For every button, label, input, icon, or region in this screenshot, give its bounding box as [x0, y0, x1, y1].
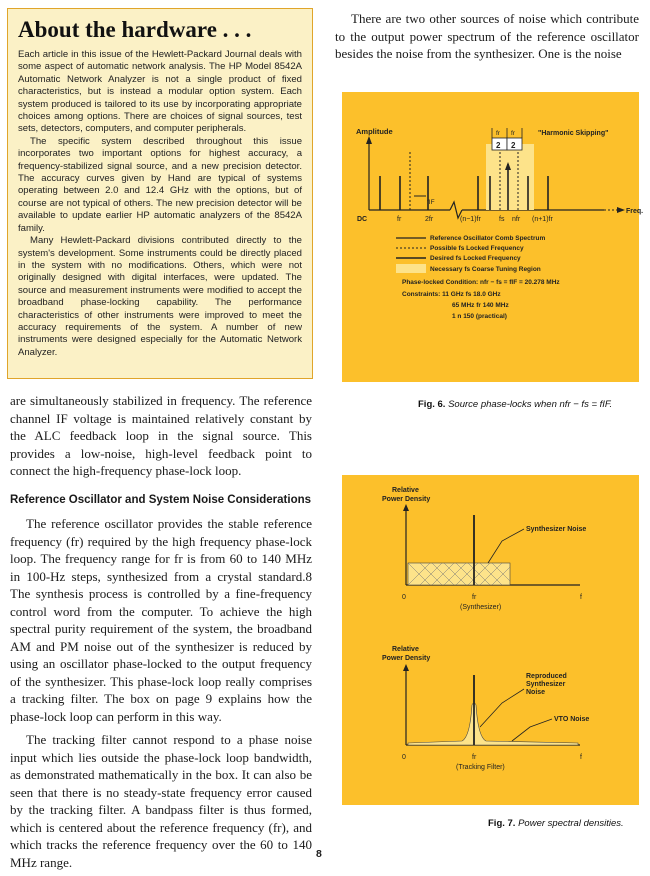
body-paragraph: The tracking filter cannot respond to a phase noise input which lies outside the phase-lock loop bandwidth, as demonstrated mathematically in the box. It can also be seen that there is no steady-state frequency error caused by the tracking filter. A bandpass filter is thus formed, which is centered about the reference frequency (fr), and which tracks the reference frequency over the 60 to 140 MHz range.: [10, 732, 312, 870]
sub-label: (Synthesizer): [460, 604, 502, 611]
figure-7-caption: [488, 818, 624, 829]
reproduced-label: Reproduced: [526, 673, 567, 680]
x-label: fs: [499, 216, 505, 223]
fif-label: fIF: [427, 199, 435, 206]
coarse-tuning-region: [486, 144, 534, 210]
y-label: Power Density: [382, 655, 431, 662]
about-hardware-box: [7, 8, 313, 379]
x-label: fr: [397, 216, 402, 223]
legend-item: Possible fs Locked Frequency: [430, 245, 524, 252]
caption-text: Power spectral densities.: [518, 818, 624, 829]
y-label: Relative: [392, 646, 419, 653]
caption-text: Source phase-locks when nfr − fs = fIF.: [448, 399, 613, 410]
right-top-text-block: [335, 10, 639, 63]
figure-6: [342, 92, 644, 382]
caption-label: Fig. 7.: [488, 818, 516, 829]
f-label: f: [580, 594, 582, 601]
x-label: nfr: [512, 216, 521, 223]
vto-noise-label: VTO Noise: [554, 716, 590, 723]
filtered-noise: [408, 703, 578, 745]
reproduced-label: Synthesizer: [526, 681, 566, 688]
box-label-fr: fr: [496, 130, 500, 137]
legend-item: Reference Oscillator Comb Spectrum: [430, 235, 546, 242]
constraint-line: Constraints: 11 GHz fs 18.0 GHz: [402, 291, 501, 298]
y-label: Power Density: [382, 496, 431, 503]
box-label-fr: fr: [511, 130, 515, 137]
legend-item: Necessary fs Coarse Tuning Region: [430, 266, 541, 273]
page-number: 8: [316, 848, 322, 860]
x-label: (n+1)fr: [532, 216, 553, 223]
constraint-line: 1 n 150 (practical): [452, 313, 507, 320]
sub-label: (Tracking Filter): [456, 764, 505, 771]
caption-label: Fig. 6.: [418, 399, 446, 410]
box-label-2: 2: [511, 141, 516, 150]
fr-label: fr: [472, 594, 477, 601]
figure-7: [342, 475, 639, 805]
box-label-2: 2: [496, 141, 501, 150]
x-label-dc: DC: [357, 216, 368, 223]
harmonic-skipping-label: "Harmonic Skipping": [538, 130, 609, 137]
sidebar-paragraph: The specific system described throughout this issue incorporates two important options for highest accuracy, a frequency-stabilized signal source, and a new precision detector. The accuracy curves given by Hand are typical of systems operating between 2.0 and 12.4 GHz with the options, but of course are not typical of others. The new precision detector will be available to update earlier HP automatic analyzers of the 8542A family.: [18, 135, 302, 234]
sidebar-paragraph: Many Hewlett-Packard divisions contributed directly to the system's development. Some instruments could be directly placed in the system with no modifications. Others, which were not originally designed with digital interfaces, were updated. The source and measurement instruments were modified to accept the broadband phase-locking capability. The performance characteristics of other instruments were improved to meet the accuracy requirements of the system. A number of new instruments were designed especially for the Automatic Network Analyzer.: [18, 235, 302, 358]
amplitude-label: Amplitude: [356, 127, 393, 136]
f-label: f: [580, 754, 582, 761]
fr-label: fr: [472, 754, 477, 761]
continuation-paragraph: are simultaneously stabilized in frequency. The reference channel IF voltage is maintained relatively constant by the ALC feedback loop in the signal source. This provides a low-noise, high-level feedback point to connect the high-frequency phase-lock loop.: [10, 393, 312, 478]
origin-label: 0: [402, 594, 406, 601]
synth-noise-label: Synthesizer Noise: [526, 526, 587, 533]
phase-locked-condition: Phase-locked Condition: nfr − fs = fIF = 20.278 MHz: [402, 279, 560, 286]
sidebar-title: About the hardware . . .: [18, 17, 252, 42]
origin-label: 0: [402, 754, 406, 761]
figure-6-caption: [418, 399, 612, 410]
x-label: (n−1)fr: [460, 216, 481, 223]
freq-label: Freq.: [626, 208, 644, 215]
reproduced-label: Noise: [526, 689, 546, 696]
section-heading: Reference Oscillator and System Noise Considerations: [10, 493, 312, 506]
body-paragraph: The reference oscillator provides the stable reference frequency (fr) required by the high frequency phase-lock loop. The frequency range for fr is from 60 to 140 MHz in 100-Hz steps, synthesized from a crystal standard.8 The synthesis process is controlled by a fine-frequency control word from the computer. To achieve the high spectral purity requirement of the system, the broadband AM and PM noise out of the synthesizer is reduced by using an oscillator phase-locked to the output frequency of the synthesizer. This phase-lock loop really comprises a tracking filter. The box on page 9 explains how the phase-lock loop can perform in this way.: [10, 516, 312, 724]
x-label: 2fr: [425, 216, 434, 223]
y-label: Relative: [392, 487, 419, 494]
sidebar-paragraph: Each article in this issue of the Hewlett-Packard Journal deals with some aspect of automatic network analysis. The HP Model 8542A Automatic Network Analyzer is not a single product of fixed characteristics, but is instead a modular option system. Each system produced is tailored to its use by incorporating appropriate choices among options. There are choices of signal sources, test sets, detectors, computers, and computer peripherals.: [18, 49, 302, 135]
right-top-paragraph: There are two other sources of noise which contribute to the output power spectrum of the reference oscillator besides the noise from the synthesizer. One is the noise: [335, 11, 639, 61]
legend-item: Desired fs Locked Frequency: [430, 255, 521, 262]
left-body-text: [10, 392, 312, 871]
constraint-line: 65 MHz fr 140 MHz: [452, 302, 509, 309]
